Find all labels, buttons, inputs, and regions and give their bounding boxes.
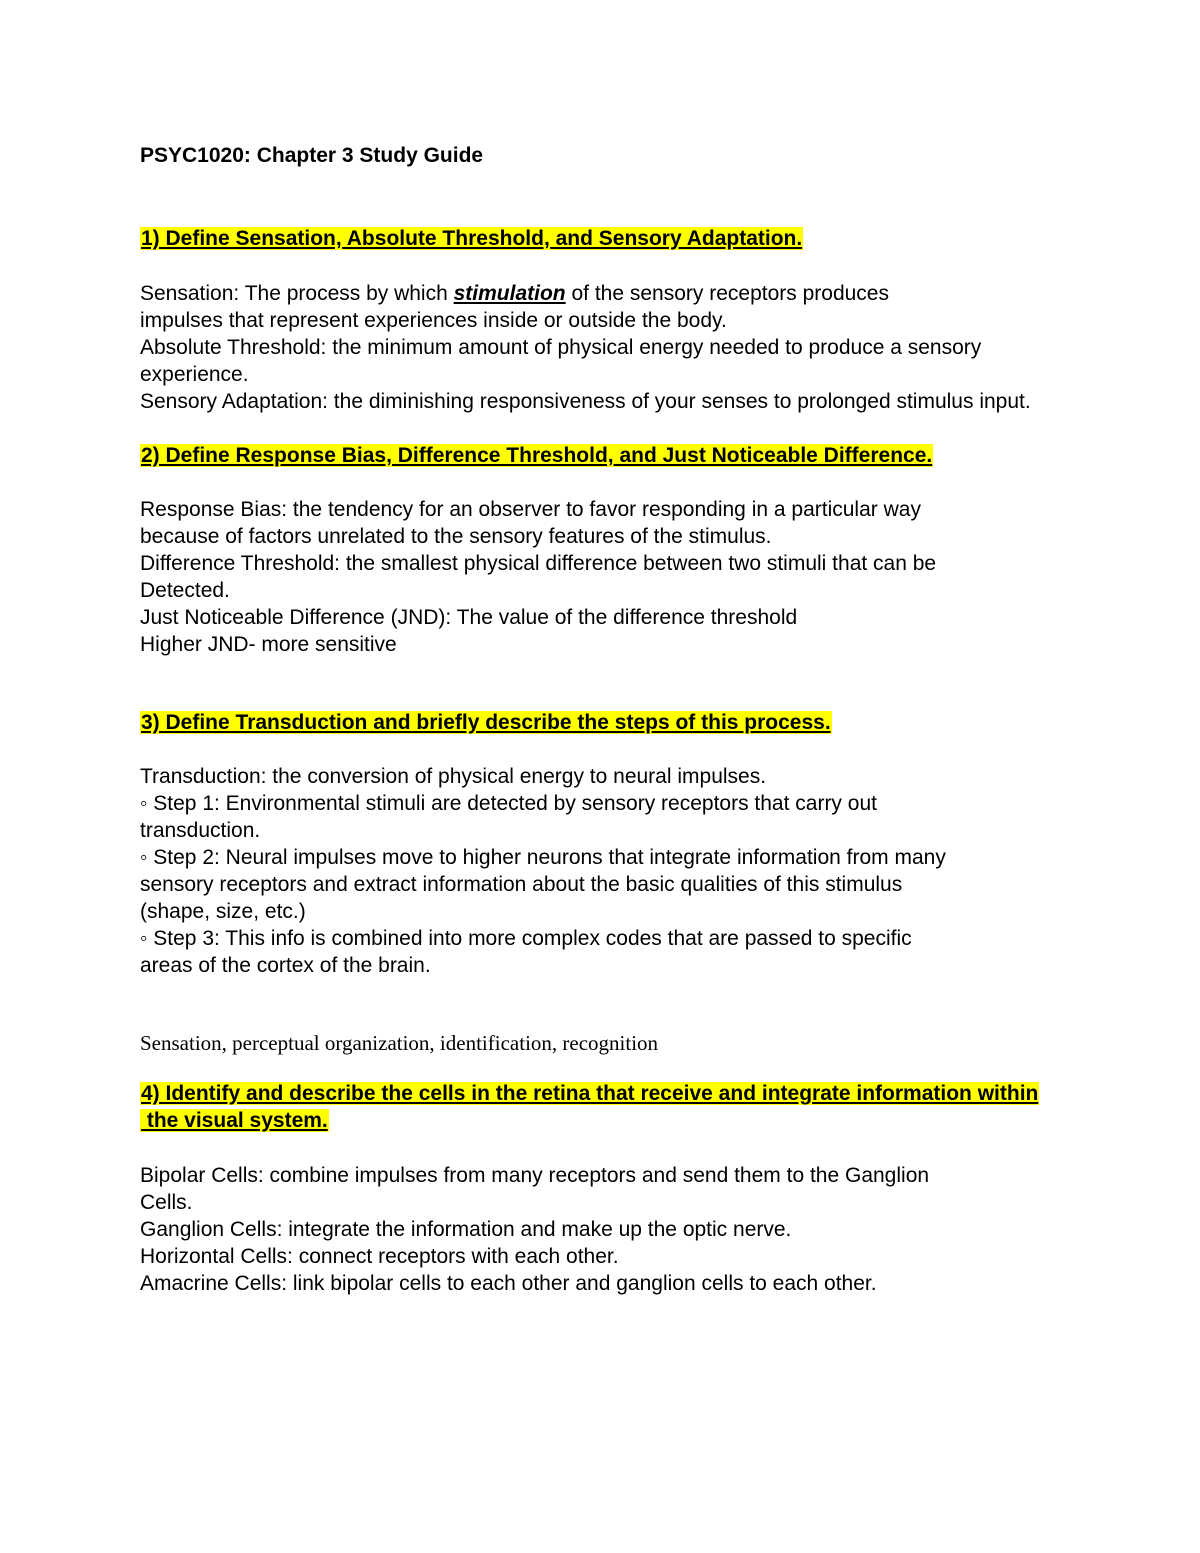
- section-1-line-1-pre: Sensation: The process by which: [140, 282, 454, 305]
- section-3-line-6: (shape, size, etc.): [140, 900, 306, 923]
- section-1-line-1-post: of the sensory receptors produces: [565, 282, 889, 305]
- section-3-note: Sensation, perceptual organization, identification, recognition: [140, 1031, 659, 1055]
- section-3-line-8: areas of the cortex of the brain.: [140, 954, 431, 977]
- section-3-heading: [140, 709, 832, 736]
- section-3-line-2: ◦ Step 1: Environmental stimuli are detected by sensory receptors that carry out: [140, 792, 877, 815]
- section-3-line-7: ◦ Step 3: This info is combined into more complex codes that are passed to specific: [140, 927, 912, 950]
- section-3-line-3: transduction.: [140, 819, 261, 842]
- section-2-line-6: Higher JND- more sensitive: [140, 633, 397, 656]
- section-4-line-5: Amacrine Cells: link bipolar cells to each other and ganglion cells to each other.: [140, 1272, 877, 1295]
- section-2-line-4: Detected.: [140, 579, 230, 602]
- section-2-line-3: Difference Threshold: the smallest physical difference between two stimuli that can be: [140, 552, 937, 575]
- section-2-line-2: because of factors unrelated to the sensory features of the stimulus.: [140, 525, 772, 548]
- section-4-line-2: Cells.: [140, 1191, 193, 1214]
- section-4-heading-continued: [140, 1107, 329, 1134]
- section-4-heading: [140, 1080, 1039, 1107]
- section-1-heading: [140, 225, 803, 252]
- section-4-line-1: Bipolar Cells: combine impulses from many receptors and send them to the Ganglion: [140, 1164, 930, 1187]
- section-1-line-3: Absolute Threshold: the minimum amount of physical energy needed to produce a sensory: [140, 336, 982, 359]
- section-1-line-4: experience.: [140, 363, 249, 386]
- section-1-line-2: impulses that represent experiences inside or outside the body.: [140, 309, 727, 332]
- section-2-line-5: Just Noticeable Difference (JND): The value of the difference threshold: [140, 606, 798, 629]
- section-3-line-4: ◦ Step 2: Neural impulses move to higher neurons that integrate information from many: [140, 846, 946, 869]
- section-1-heading-text: 1) Define Sensation, Absolute Threshold, and Sensory Adaptation.: [141, 227, 803, 250]
- section-1-line-1: [140, 280, 889, 307]
- section-3-heading-text: 3) Define Transduction and briefly describe the steps of this process.: [141, 711, 831, 734]
- emphasized-term-stimulation: stimulation: [453, 282, 566, 305]
- document-title: PSYC1020: Chapter 3 Study Guide: [140, 144, 484, 167]
- section-4-line-4: Horizontal Cells: connect receptors with each other.: [140, 1245, 619, 1268]
- section-2-line-1: Response Bias: the tendency for an observer to favor responding in a particular way: [140, 498, 921, 521]
- section-4-heading-cont-text: the visual system.: [141, 1109, 328, 1132]
- section-3-line-1: Transduction: the conversion of physical energy to neural impulses.: [140, 765, 767, 788]
- section-4-heading-text: 4) Identify and describe the cells in the retina that receive and integrate information within: [141, 1082, 1039, 1105]
- section-1-line-5: Sensory Adaptation: the diminishing responsiveness of your senses to prolonged stimulus input.: [140, 390, 1031, 413]
- section-4-line-3: Ganglion Cells: integrate the information and make up the optic nerve.: [140, 1218, 792, 1241]
- section-2-heading-text: 2) Define Response Bias, Difference Threshold, and Just Noticeable Difference.: [141, 444, 933, 467]
- section-2-heading: [140, 442, 933, 469]
- section-3-line-5: sensory receptors and extract information about the basic qualities of this stimulus: [140, 873, 903, 896]
